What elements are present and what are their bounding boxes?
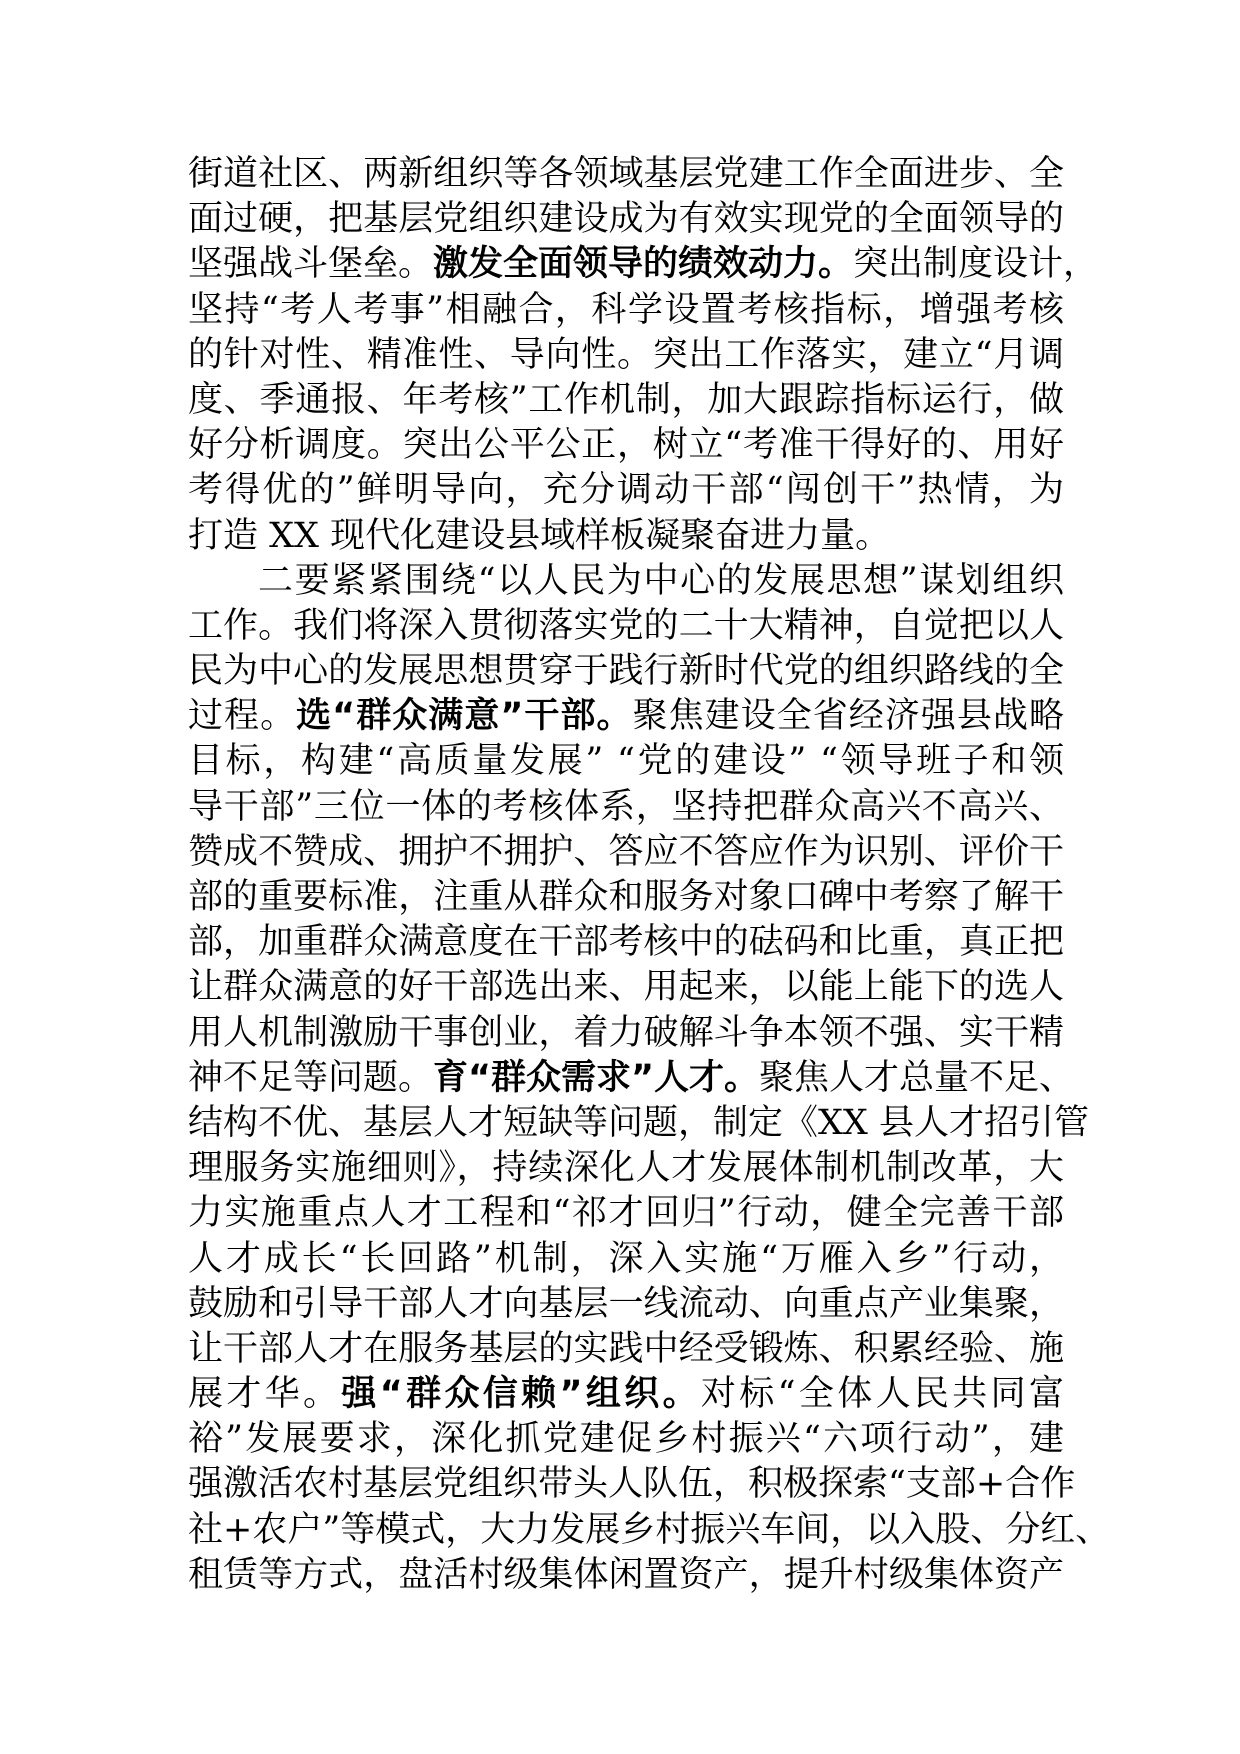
text-line bbox=[188, 468, 1064, 513]
text-line bbox=[188, 1417, 1064, 1462]
text-segment: 坚持“考人考事”相融合，科学设置考核指标，增强考核 bbox=[188, 289, 1064, 330]
text-line bbox=[188, 1372, 1064, 1417]
text-segment: 的针对性、精准性、导向性。突出工作落实，建立“月调 bbox=[188, 334, 1064, 375]
text-segment: 对标“全体人民共同富 bbox=[700, 1374, 1064, 1415]
text-segment: 用人机制激励干事创业，着力破解斗争本领不强、实干精 bbox=[188, 1012, 1064, 1053]
text-line bbox=[188, 1191, 1064, 1236]
text-segment: 聚焦人才总量不足、 bbox=[759, 1057, 1075, 1098]
text-segment: 导干部”三位一体的考核体系，坚持把群众高兴不高兴、 bbox=[188, 786, 1064, 827]
text-segment: 部的重要标准，注重从群众和服务对象口碑中考察了解干 bbox=[188, 877, 1064, 917]
document-page bbox=[188, 152, 1111, 1598]
text-line bbox=[188, 1056, 1075, 1101]
text-line bbox=[188, 604, 1064, 649]
text-line bbox=[188, 1553, 1064, 1598]
text-segment: 度、季通报、年考核”工作机制，加大跟踪指标运行，做 bbox=[188, 379, 1064, 420]
text-segment: 目标，构建“高质量发展” “党的建设” “领导班子和领 bbox=[188, 741, 1064, 782]
text-line bbox=[188, 785, 1064, 830]
text-line bbox=[188, 288, 1064, 333]
text-segment: 人才成长“长回路”机制，深入实施“万雁入乡”行动， bbox=[188, 1238, 1064, 1279]
text-segment: 赞成不赞成、拥护不拥护、答应不答应作为识别、评价干 bbox=[188, 831, 1064, 872]
text-line bbox=[188, 242, 1099, 287]
bold-heading-segment: 选“群众满意”干部。 bbox=[296, 696, 633, 737]
text-segment: 社+农户”等模式，大力发展乡村振兴车间，以入股、分红、 bbox=[188, 1509, 1111, 1550]
text-segment: 结构不优、基层人才短缺等问题，制定《XX 县人才招引管 bbox=[188, 1102, 1089, 1143]
text-segment: 面过硬，把基层党组织建设成为有效实现党的全面领导的 bbox=[188, 199, 1064, 240]
text-segment: 让群众满意的好干部选出来、用起来，以能上能下的选人 bbox=[188, 967, 1064, 1008]
text-line bbox=[188, 1508, 1111, 1553]
text-line bbox=[188, 920, 1064, 965]
text-segment: 理服务实施细则》，持续深化人才发展体制机制改革，大 bbox=[188, 1148, 1064, 1189]
text-segment: 裕”发展要求，深化抓党建促乡村振兴“六项行动”，建 bbox=[188, 1419, 1064, 1460]
text-segment: 聚焦建设全省经济强县战略 bbox=[632, 696, 1064, 737]
text-line bbox=[188, 1462, 1076, 1507]
text-segment: 突出制度设计， bbox=[853, 244, 1099, 285]
text-line bbox=[188, 1282, 1064, 1327]
text-segment: 民为中心的发展思想贯穿于践行新时代党的组织路线的全 bbox=[188, 651, 1064, 692]
text-segment: 工作。我们将深入贯彻落实党的二十大精神，自觉把以人 bbox=[188, 605, 1064, 646]
text-line bbox=[188, 875, 1064, 920]
text-segment: 打造 XX 现代化建设县域样板凝聚奋进力量。 bbox=[188, 515, 891, 556]
text-line bbox=[188, 514, 1064, 559]
text-segment: 展才华。 bbox=[188, 1374, 342, 1415]
text-line bbox=[188, 694, 1064, 739]
text-segment: 力实施重点人才工程和“祁才回归”行动，健全完善干部 bbox=[188, 1193, 1064, 1234]
text-line bbox=[188, 649, 1064, 694]
text-segment: 强激活农村基层党组织带头人队伍，积极探索“支部+合作 bbox=[188, 1464, 1076, 1505]
text-line bbox=[188, 830, 1064, 875]
text-segment: 街道社区、两新组织等各领域基层党建工作全面进步、全 bbox=[188, 154, 1064, 194]
text-segment: 让干部人才在服务基层的实践中经受锻炼、积累经验、施 bbox=[188, 1328, 1064, 1369]
bold-heading-segment: 强“群众信赖”组织。 bbox=[341, 1374, 701, 1415]
text-line bbox=[188, 1101, 1089, 1146]
text-line bbox=[188, 333, 1064, 378]
text-line bbox=[188, 1011, 1064, 1056]
text-line bbox=[188, 559, 1064, 604]
text-line bbox=[188, 1146, 1064, 1191]
text-line bbox=[188, 1237, 1064, 1282]
text-line bbox=[188, 197, 1064, 242]
text-segment: 过程。 bbox=[188, 696, 297, 737]
text-line bbox=[188, 152, 1064, 197]
text-segment: 考得优的”鲜明导向，充分调动干部“闯创干”热情，为 bbox=[188, 470, 1064, 511]
text-segment: 二要紧紧围绕“以人民为中心的发展思想”谋划组织 bbox=[258, 560, 1064, 601]
text-line bbox=[188, 1327, 1064, 1372]
text-line bbox=[188, 378, 1064, 423]
bold-heading-segment: 激发全面领导的绩效动力。 bbox=[433, 244, 854, 285]
text-segment: 租赁等方式，盘活村级集体闲置资产，提升村级集体资产 bbox=[188, 1554, 1064, 1595]
text-segment: 部，加重群众满意度在干部考核中的砝码和比重，真正把 bbox=[188, 922, 1064, 963]
text-segment: 坚强战斗堡垒。 bbox=[188, 244, 434, 285]
text-line bbox=[188, 965, 1064, 1010]
text-segment: 神不足等问题。 bbox=[188, 1057, 434, 1098]
text-segment: 好分析调度。突出公平公正，树立“考准干得好的、用好 bbox=[188, 425, 1064, 466]
text-segment: 鼓励和引导干部人才向基层一线流动、向重点产业集聚， bbox=[188, 1283, 1064, 1324]
bold-heading-segment: 育“群众需求”人才。 bbox=[433, 1057, 760, 1098]
text-line bbox=[188, 423, 1064, 468]
text-line bbox=[188, 739, 1064, 784]
